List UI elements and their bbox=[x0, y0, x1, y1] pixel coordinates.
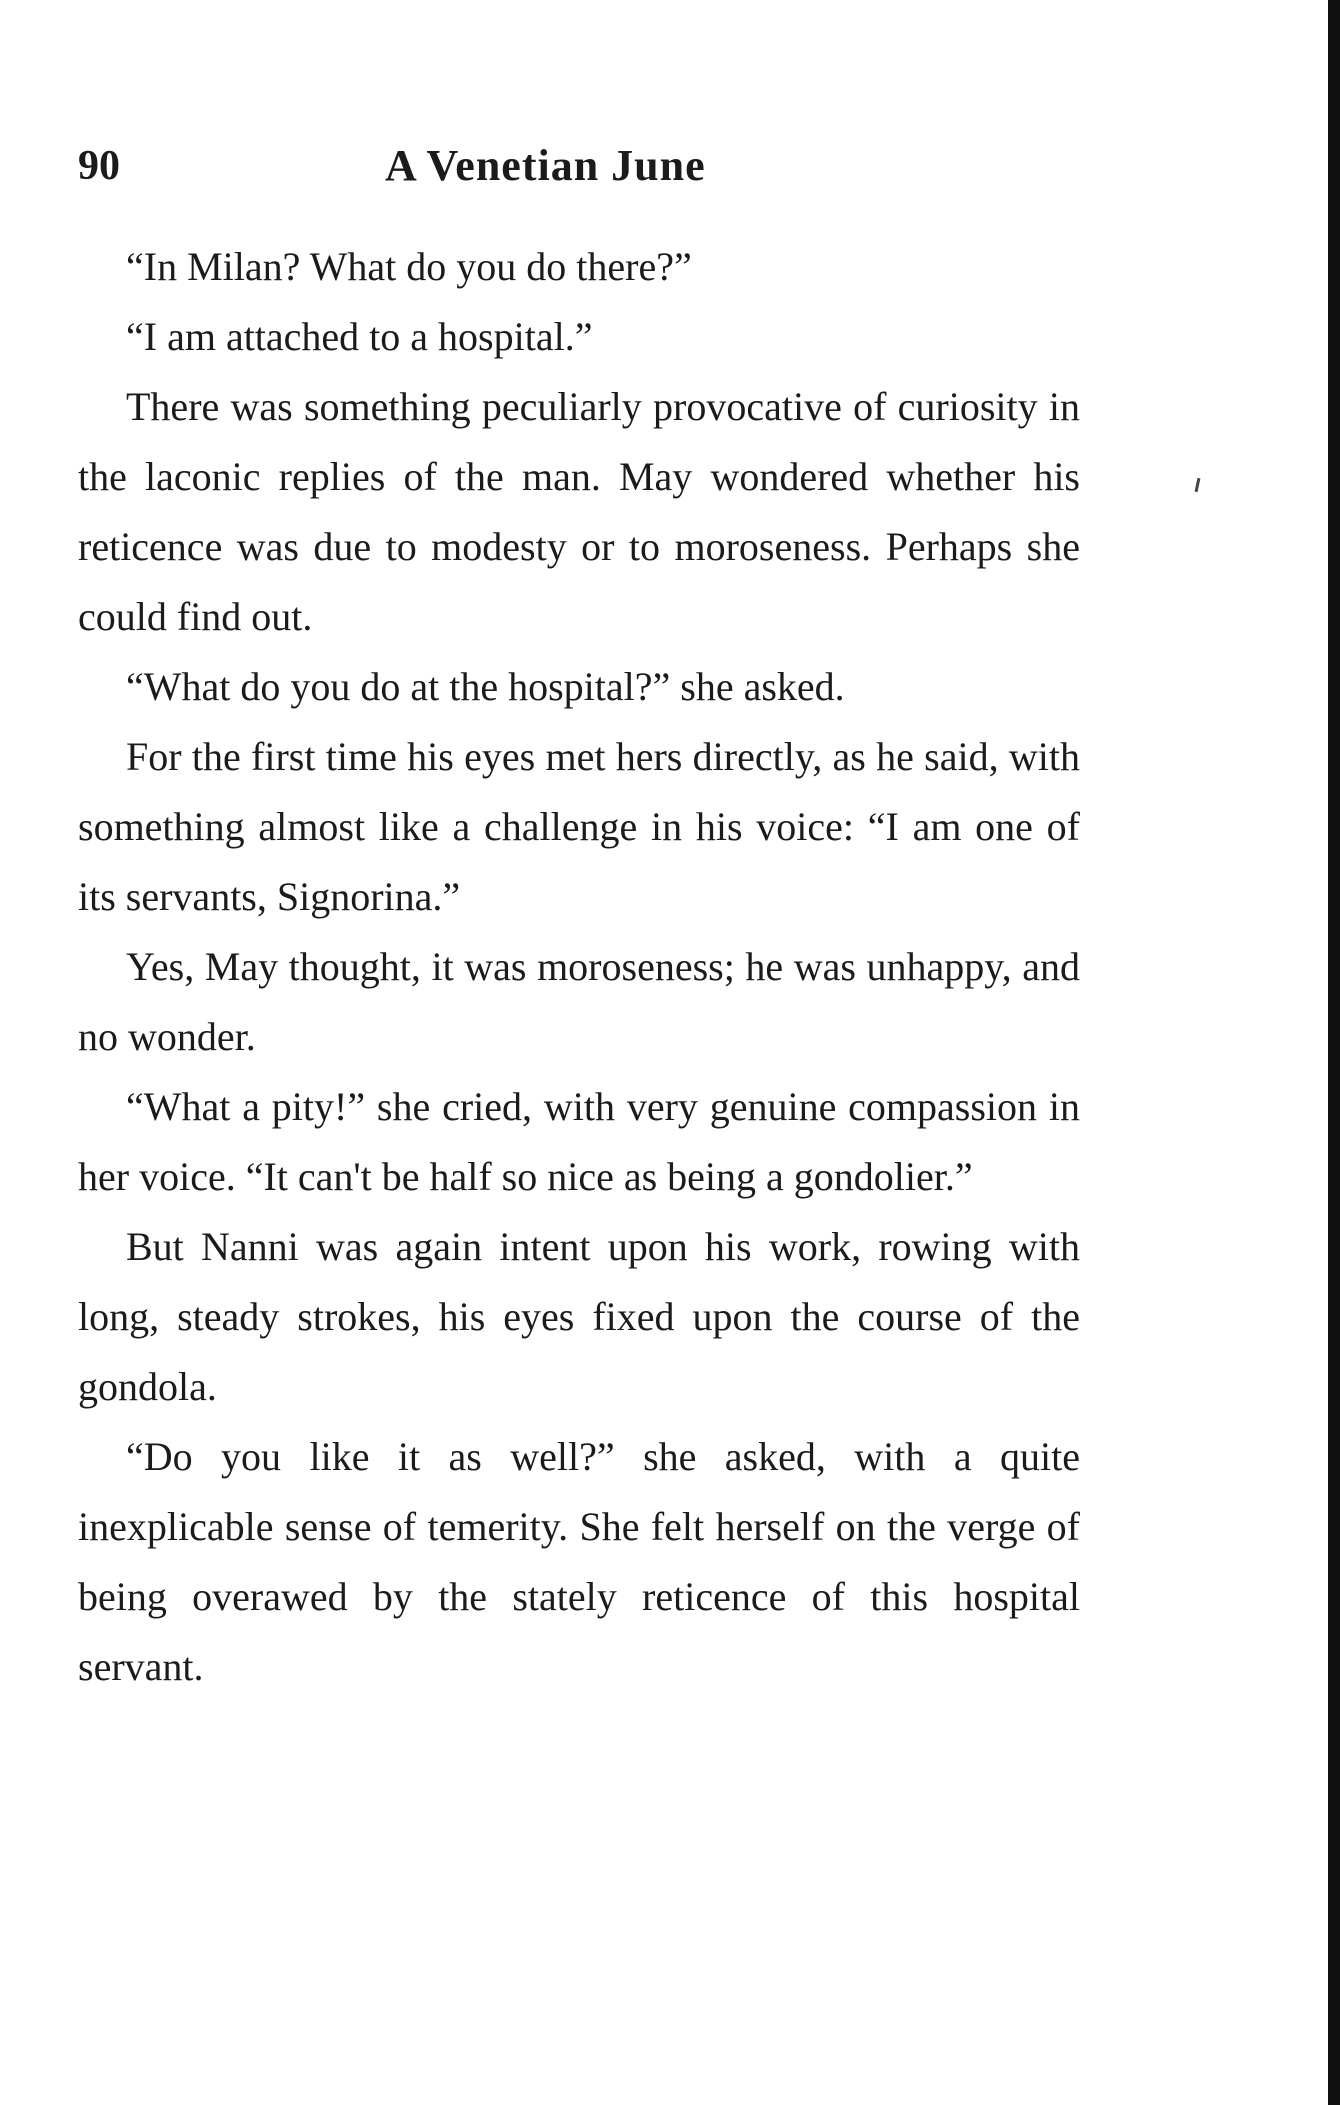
paragraph-6: Yes, May thought, it was moroseness; he was unhappy, and no wonder. bbox=[78, 944, 1080, 1059]
paragraph-2: “I am attached to a hospital.” bbox=[126, 314, 593, 359]
body-text bbox=[78, 232, 1080, 1702]
paragraph-5: For the first time his eyes met hers directly, as he said, with something almost like a challenge in his voice: “I am one of its servants, Signorina.” bbox=[78, 734, 1080, 919]
page-header bbox=[78, 136, 1078, 196]
running-title: A Venetian June bbox=[385, 141, 706, 190]
paragraph-8: But Nanni was again intent upon his work, rowing with long, steady strokes, his eyes fixed upon the course of the gondola. bbox=[78, 1224, 1080, 1409]
page-number: 90 bbox=[78, 143, 120, 189]
paragraph-7: “What a pity!” she cried, with very genuine compassion in her voice. “It can't be half so nice as being a gondolier.” bbox=[78, 1084, 1080, 1199]
paragraph-4: “What do you do at the hospital?” she asked. bbox=[126, 664, 845, 709]
paragraph-3: There was something peculiarly provocative of curiosity in the laconic replies of the man. May wondered whether his reticence was due to modesty or to moroseness. Perhaps she could find out. bbox=[78, 384, 1080, 639]
paragraph-9: “Do you like it as well?” she asked, with a quite inexplicable sense of temerity. She felt herself on the verge of being overawed by the stately reticence of this hospital servant. bbox=[78, 1434, 1080, 1689]
paragraph-1: “In Milan? What do you do there?” bbox=[126, 244, 692, 289]
ink-speck bbox=[1195, 478, 1201, 492]
page-edge-shadow bbox=[1328, 0, 1340, 2105]
